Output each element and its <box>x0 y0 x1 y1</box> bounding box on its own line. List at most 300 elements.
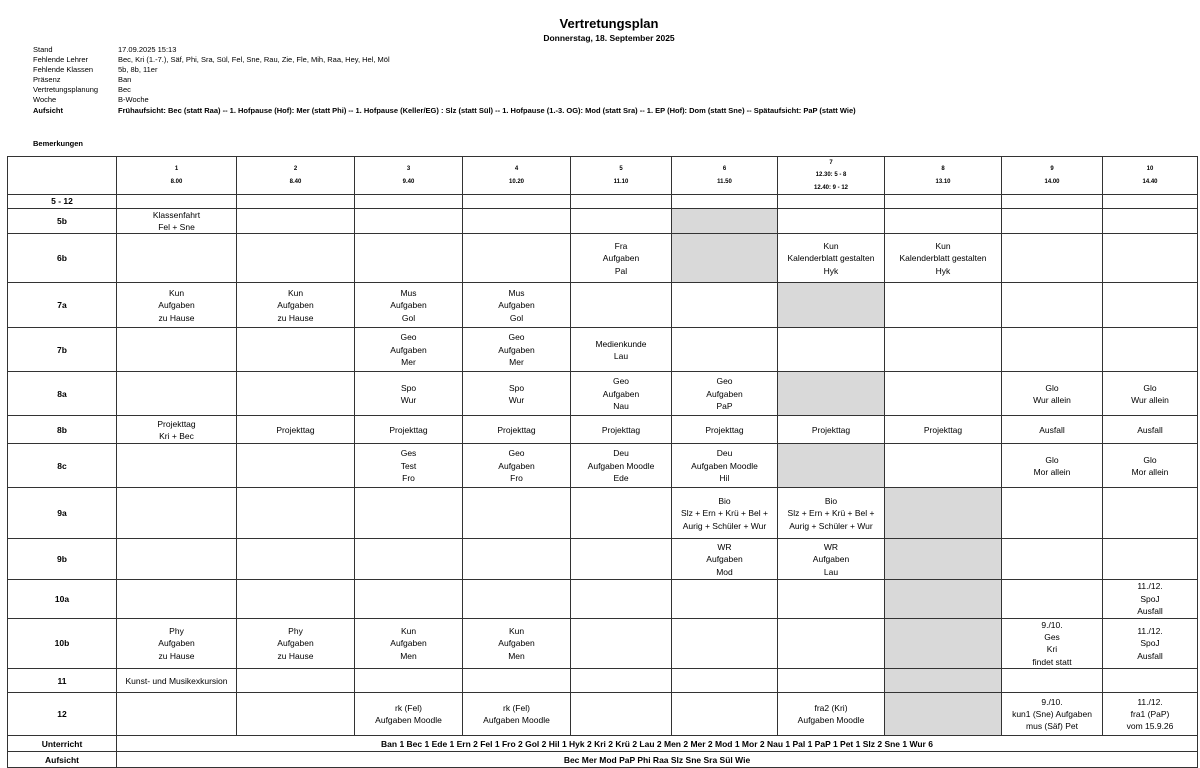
footer-value: Ban 1 Bec 1 Ede 1 Ern 2 Fel 1 Fro 2 Gol 2 Hil 1 Hyk 2 Kri 2 Krü 2 Lau 2 Men 2 Mer 2 Mod 1 Mor 2 Nau 1 Pal 1 PaP 1 Pet 1 Slz 2 Sne 1 Wur 6 <box>117 736 1198 752</box>
period-number: 10 <box>1146 166 1154 173</box>
meta-value: Bec, Kri (1.-7.), Säf, Phi, Sra, Sül, Fel, Sne, Rau, Zie, Fle, Mih, Raa, Hey, Hel, Möl <box>118 55 390 64</box>
cell-line: 11./12. <box>1137 625 1163 636</box>
empty-cell <box>672 195 778 208</box>
empty-cell <box>355 539 463 580</box>
cell-line: Slz + Ern + Krü + Bel + <box>681 508 768 519</box>
substitution-cell <box>117 618 237 669</box>
empty-cell <box>237 372 355 416</box>
period-time: 12.30: 5 - 8 <box>815 172 847 179</box>
class-row-8c <box>8 444 1198 488</box>
class-row-11 <box>8 669 1198 693</box>
period-header <box>1103 157 1198 195</box>
period-time: 12.40: 9 - 12 <box>813 184 849 191</box>
empty-cell <box>463 580 571 618</box>
substitution-cell <box>672 372 778 416</box>
footer-label: Aufsicht <box>8 752 117 768</box>
cell-line: Projekttag <box>157 418 196 429</box>
cell-line: Aufgaben <box>706 554 743 565</box>
period-header <box>885 157 1002 195</box>
empty-cell <box>571 618 672 669</box>
cell-line: rk (Fel) <box>503 702 530 713</box>
cell-line: Glo <box>1143 382 1157 393</box>
cell-line: Aufgaben Moodle <box>483 715 550 726</box>
substitution-cell <box>463 444 571 488</box>
meta-value: 5b, 8b, 11er <box>118 65 158 74</box>
substitution-cell <box>778 693 885 736</box>
substitution-cell <box>1103 580 1198 618</box>
footer-label: Unterricht <box>8 736 117 752</box>
cell-line: Aufgaben <box>498 460 535 471</box>
grey-cell <box>885 580 1002 618</box>
cell-line: Projekttag <box>276 424 315 435</box>
class-name: 11 <box>8 669 117 693</box>
meta-value: B-Woche <box>118 95 149 104</box>
substitution-cell <box>463 372 571 416</box>
grey-cell <box>885 618 1002 669</box>
meta-key: Vertretungsplanung <box>33 85 99 94</box>
empty-cell <box>117 539 237 580</box>
empty-cell <box>885 444 1002 488</box>
period-time: 11.50 <box>717 178 732 185</box>
empty-cell <box>117 328 237 372</box>
period-number: 5 <box>619 166 623 173</box>
substitution-cell <box>571 444 672 488</box>
cell-line: 11./12. <box>1137 581 1163 592</box>
class-row-8b <box>8 416 1198 444</box>
substitution-cell <box>1002 416 1103 444</box>
cell-line: Hil <box>719 473 730 484</box>
cell-line: Ausfall <box>1137 606 1163 617</box>
cell-line: Wur allein <box>1033 394 1071 405</box>
cell-line: Test <box>400 460 417 471</box>
period-time: 9.40 <box>402 178 415 185</box>
cell-line: Deu <box>716 448 733 459</box>
empty-cell <box>1002 234 1103 283</box>
cell-line: Kun <box>168 287 185 298</box>
substitution-cell <box>885 234 1002 283</box>
substitution-cell <box>463 693 571 736</box>
meta-row <box>33 95 856 105</box>
substitution-cell <box>117 283 237 328</box>
class-name: 8c <box>8 444 117 488</box>
period-header-row <box>8 157 1198 195</box>
period-header <box>1002 157 1103 195</box>
substitution-cell <box>1002 618 1103 669</box>
cell-line: Aufgaben Moodle <box>691 460 758 471</box>
cell-line: Aufgaben <box>158 638 195 649</box>
substitution-cell <box>355 328 463 372</box>
empty-cell <box>237 444 355 488</box>
cell-line: Projekttag <box>923 424 963 435</box>
class-row-8a <box>8 372 1198 416</box>
cell-line: Aufgaben <box>277 638 314 649</box>
cell-line: Spo <box>508 382 525 393</box>
empty-cell <box>885 195 1002 208</box>
group-row <box>8 195 1198 208</box>
cell-line: Nau <box>613 401 629 412</box>
empty-cell <box>571 580 672 618</box>
cell-line: Kun <box>400 625 417 636</box>
cell-line: zu Hause <box>158 650 195 661</box>
cell-line: rk (Fel) <box>395 702 422 713</box>
empty-cell <box>117 444 237 488</box>
substitution-cell <box>571 328 672 372</box>
substitution-cell <box>571 416 672 444</box>
cell-line: Men <box>508 650 525 661</box>
cell-line: Aufgaben <box>812 554 850 565</box>
cell-line: Geo <box>508 448 525 459</box>
substitution-cell <box>355 372 463 416</box>
cell-line: Lau <box>613 350 629 361</box>
substitution-cell <box>778 416 885 444</box>
meta-row <box>33 75 856 85</box>
cell-line: Kun <box>823 240 839 251</box>
substitution-cell <box>463 416 571 444</box>
period-number: 4 <box>514 166 519 173</box>
empty-cell <box>885 283 1002 328</box>
substitution-cell <box>571 234 672 283</box>
cell-line: Projekttag <box>497 424 536 435</box>
empty-cell <box>778 669 885 693</box>
cell-line: SpoJ <box>1140 638 1160 649</box>
footer-row <box>8 752 1198 768</box>
substitution-cell <box>117 208 237 234</box>
period-time: 11.10 <box>613 178 629 185</box>
grey-cell <box>778 444 885 488</box>
empty-cell <box>117 488 237 539</box>
cell-line: Aufgaben <box>390 344 427 355</box>
cell-line: Aufgaben <box>498 638 535 649</box>
empty-cell <box>672 580 778 618</box>
period-number: 2 <box>293 166 298 173</box>
empty-cell <box>571 283 672 328</box>
cell-line: Wur <box>508 394 525 405</box>
empty-cell <box>463 539 571 580</box>
cell-line: Aufgaben <box>498 344 535 355</box>
substitution-table <box>7 156 1198 768</box>
cell-line: Kalenderblatt gestalten <box>899 253 987 264</box>
substitution-cell <box>1103 372 1198 416</box>
substitution-cell <box>1103 444 1198 488</box>
period-number: 8 <box>941 166 945 173</box>
meta-row <box>33 55 856 65</box>
empty-cell <box>1103 208 1198 234</box>
group-label: 5 - 12 <box>8 195 117 208</box>
empty-cell <box>355 195 463 208</box>
empty-cell <box>778 580 885 618</box>
period-number: 3 <box>406 166 411 173</box>
substitution-cell <box>672 539 778 580</box>
cell-line: zu Hause <box>277 312 314 323</box>
empty-cell <box>1103 488 1198 539</box>
substitution-cell <box>1002 693 1103 736</box>
empty-cell <box>672 328 778 372</box>
cell-line: Aufgaben <box>602 253 640 264</box>
class-row-5b <box>8 208 1198 234</box>
empty-cell <box>571 669 672 693</box>
period-header <box>117 157 237 195</box>
class-row-7b <box>8 328 1198 372</box>
empty-cell <box>237 234 355 283</box>
grey-cell <box>885 693 1002 736</box>
class-row-10a <box>8 580 1198 618</box>
empty-cell <box>672 669 778 693</box>
empty-cell <box>672 693 778 736</box>
cell-line: fra2 (Kri) <box>814 702 848 713</box>
cell-line: Kri + Bec <box>159 430 194 441</box>
empty-cell <box>237 328 355 372</box>
cell-line: 9./10. <box>1041 696 1063 707</box>
cell-line: Geo <box>612 376 630 387</box>
empty-cell <box>237 208 355 234</box>
empty-cell <box>1002 539 1103 580</box>
substitution-cell <box>237 416 355 444</box>
empty-cell <box>463 234 571 283</box>
cell-line: Geo <box>400 332 417 343</box>
empty-cell <box>778 208 885 234</box>
cell-line: Spo <box>400 382 417 393</box>
empty-cell <box>672 618 778 669</box>
class-row-12 <box>8 693 1198 736</box>
empty-cell <box>1103 283 1198 328</box>
empty-cell <box>571 539 672 580</box>
empty-cell <box>237 488 355 539</box>
cell-line: zu Hause <box>158 312 195 323</box>
cell-line: Hyk <box>935 265 951 276</box>
meta-row <box>33 65 856 75</box>
substitution-cell <box>117 416 237 444</box>
cell-line: Wur <box>400 394 417 405</box>
empty-cell <box>117 693 237 736</box>
cell-line: Geo <box>716 376 733 387</box>
class-name: 9a <box>8 488 117 539</box>
cell-line: Ausfall <box>1039 424 1065 435</box>
empty-cell <box>117 234 237 283</box>
cell-line: Ede <box>613 473 629 484</box>
cell-line: Aufgaben <box>277 300 314 311</box>
cell-line: Projekttag <box>389 424 428 435</box>
cell-line: Lau <box>823 566 839 577</box>
cell-line: Glo <box>1045 382 1059 393</box>
empty-cell <box>778 328 885 372</box>
substitution-cell <box>1002 444 1103 488</box>
cell-line: zu Hause <box>277 650 314 661</box>
cell-line: Phy <box>288 625 303 636</box>
cell-line: Mer <box>401 357 416 368</box>
empty-cell <box>463 195 571 208</box>
cell-line: Kalenderblatt gestalten <box>787 253 875 264</box>
empty-cell <box>1103 669 1198 693</box>
empty-cell <box>1103 234 1198 283</box>
cell-line: kun1 (Sne) Aufgaben <box>1012 709 1092 720</box>
substitution-cell <box>463 618 571 669</box>
class-name: 5b <box>8 208 117 234</box>
empty-cell <box>355 488 463 539</box>
period-number: 1 <box>174 166 179 173</box>
cell-line: findet statt <box>1032 656 1072 667</box>
footer-value: Bec Mer Mod PaP Phi Raa Slz Sne Sra Sül Wie <box>117 752 1198 768</box>
substitution-cell <box>778 539 885 580</box>
class-row-10b <box>8 618 1198 669</box>
cell-line: SpoJ <box>1140 593 1160 604</box>
cell-line: Klassenfahrt <box>152 209 201 220</box>
cell-line: Pal <box>614 265 628 276</box>
meta-key: Stand <box>33 45 53 54</box>
class-name: 10a <box>8 580 117 618</box>
cell-line: Projekttag <box>811 424 851 435</box>
empty-cell <box>1002 328 1103 372</box>
empty-cell <box>463 488 571 539</box>
meta-row <box>33 85 856 95</box>
empty-cell <box>117 195 237 208</box>
grey-cell <box>672 208 778 234</box>
cell-line: Gol <box>509 312 524 323</box>
cell-line: fra1 (PaP) <box>1130 709 1170 720</box>
substitution-cell <box>778 488 885 539</box>
empty-cell <box>237 195 355 208</box>
period-header <box>778 157 885 195</box>
meta-key: Präsenz <box>33 75 61 84</box>
cell-line: Aufgaben <box>498 300 535 311</box>
substitution-cell <box>885 416 1002 444</box>
cell-line: Mer <box>509 357 524 368</box>
period-time: 14.00 <box>1044 178 1060 185</box>
class-row-9a <box>8 488 1198 539</box>
empty-cell <box>355 234 463 283</box>
substitution-cell <box>672 444 778 488</box>
cell-line: PaP <box>716 401 733 412</box>
substitution-cell <box>1103 416 1198 444</box>
cell-line: Mor allein <box>1131 466 1169 477</box>
class-name: 8b <box>8 416 117 444</box>
class-name: 10b <box>8 618 117 669</box>
substitution-cell <box>463 328 571 372</box>
substitution-cell <box>355 693 463 736</box>
cell-line: Ausfall <box>1137 424 1163 435</box>
empty-cell <box>1103 539 1198 580</box>
class-name: 7a <box>8 283 117 328</box>
cell-line: Phy <box>169 625 184 636</box>
empty-cell <box>885 372 1002 416</box>
empty-cell <box>571 208 672 234</box>
corner-cell <box>8 157 117 195</box>
substitution-cell <box>355 283 463 328</box>
cell-line: Fro <box>510 473 523 484</box>
meta-row <box>33 106 856 116</box>
meta-value: Bec <box>118 85 131 94</box>
cell-line: Bio <box>718 495 731 506</box>
cell-line: Aufgaben Moodle <box>375 715 442 726</box>
meta-key: Fehlende Lehrer <box>33 55 89 64</box>
period-header <box>571 157 672 195</box>
class-name: 9b <box>8 539 117 580</box>
meta-value: Frühaufsicht: Bec (statt Raa) -- 1. Hofpause (Hof): Mer (statt Phi) -- 1. Hofpause (Keller/EG) : Slz (statt Sül) -- 1. Hofpause (1.-3. OG): Mod (statt Sra) -- 1. EP (Hof): Dom (statt Sne) -- Spätaufsicht: PaP (statt Wie) <box>118 106 856 115</box>
empty-cell <box>778 195 885 208</box>
meta-key: Aufsicht <box>33 106 63 115</box>
empty-cell <box>1002 283 1103 328</box>
cell-line: Aufgaben <box>706 388 743 399</box>
empty-cell <box>778 618 885 669</box>
empty-cell <box>571 693 672 736</box>
period-header <box>672 157 778 195</box>
grey-cell <box>778 372 885 416</box>
substitution-cell <box>237 618 355 669</box>
cell-line: Aufgaben Moodle <box>587 460 655 471</box>
cell-line: Aurig + Schüler + Wur <box>682 520 767 531</box>
empty-cell <box>1002 580 1103 618</box>
cell-line: Mus <box>508 287 525 298</box>
substitution-cell <box>237 283 355 328</box>
substitution-cell <box>1103 693 1198 736</box>
cell-line: Bio <box>824 495 838 506</box>
substitution-cell <box>778 234 885 283</box>
meta-key: Woche <box>33 95 57 104</box>
cell-line: Projekttag <box>601 424 641 435</box>
meta-block <box>33 45 856 116</box>
cell-line: Slz + Ern + Krü + Bel + <box>787 508 875 519</box>
substitution-cell <box>672 488 778 539</box>
grey-cell <box>885 539 1002 580</box>
empty-cell <box>463 669 571 693</box>
cell-line: Gol <box>401 312 416 323</box>
empty-cell <box>1103 195 1198 208</box>
period-number: 6 <box>722 166 727 173</box>
empty-cell <box>355 580 463 618</box>
empty-cell <box>237 580 355 618</box>
meta-row <box>33 45 856 55</box>
empty-cell <box>1002 488 1103 539</box>
class-row-7a <box>8 283 1198 328</box>
cell-line: Aufgaben Moodle <box>797 715 865 726</box>
period-number: 7 <box>829 160 833 166</box>
substitution-cell <box>1002 372 1103 416</box>
class-name: 6b <box>8 234 117 283</box>
cell-line: Aufgaben <box>390 638 427 649</box>
cell-line: mus (Säf) Pet <box>1026 721 1078 732</box>
cell-line: Fro <box>402 473 415 484</box>
grey-cell <box>885 488 1002 539</box>
empty-cell <box>463 208 571 234</box>
substitution-cell <box>463 283 571 328</box>
period-header <box>237 157 355 195</box>
cell-line: Mor allein <box>1033 466 1071 477</box>
cell-line: Men <box>400 650 417 661</box>
empty-cell <box>237 539 355 580</box>
cell-line: vom 15.9.26 <box>1126 721 1174 732</box>
cell-line: Projekttag <box>705 424 744 435</box>
class-name: 8a <box>8 372 117 416</box>
page-title: Vertretungsplan <box>559 16 659 31</box>
remarks-label: Bemerkungen <box>33 139 84 148</box>
empty-cell <box>117 580 237 618</box>
cell-line: Kunst- und Musikexkursion <box>125 675 228 686</box>
substitution-cell <box>672 416 778 444</box>
empty-cell <box>117 372 237 416</box>
cell-line: 9./10. <box>1041 619 1063 630</box>
period-header <box>355 157 463 195</box>
cell-line: Aurig + Schüler + Wur <box>789 520 873 531</box>
cell-line: Aufgaben <box>602 388 640 399</box>
page-subtitle: Donnerstag, 18. September 2025 <box>543 33 675 43</box>
period-time: 8.00 <box>170 178 183 185</box>
empty-cell <box>1002 669 1103 693</box>
class-name: 12 <box>8 693 117 736</box>
empty-cell <box>237 693 355 736</box>
empty-cell <box>885 208 1002 234</box>
period-time: 13.10 <box>935 178 951 185</box>
class-name: 7b <box>8 328 117 372</box>
empty-cell <box>1103 328 1198 372</box>
